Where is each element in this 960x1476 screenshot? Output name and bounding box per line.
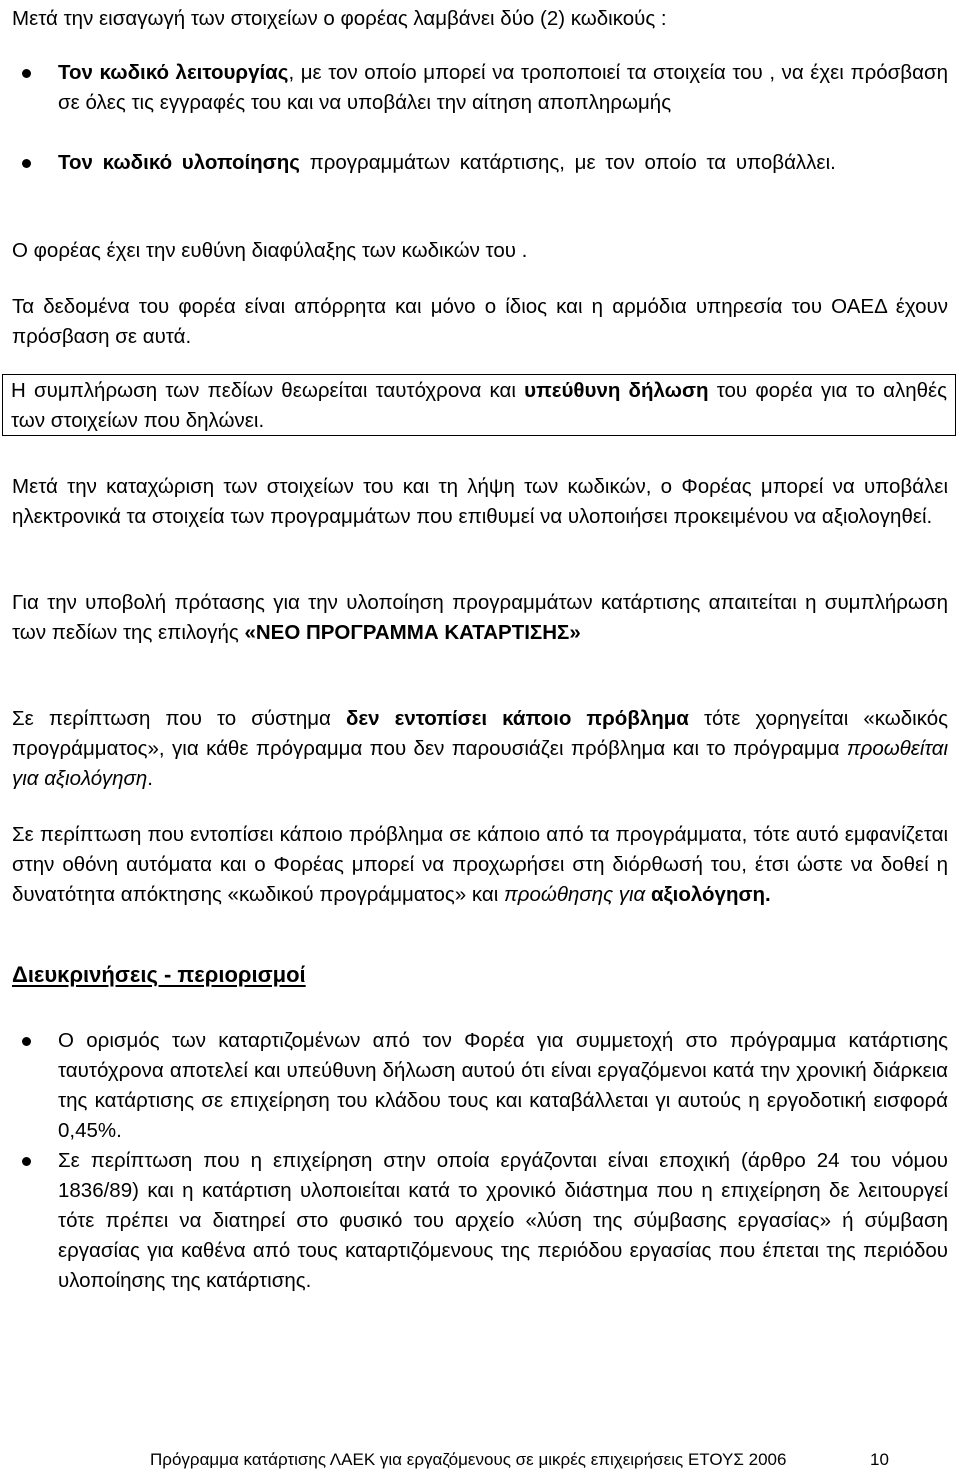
problem-paragraph: Σε περίπτωση που εντοπίσει κάποιο πρόβλημα σε κάποιο από τα προγράμματα, τότε αυτό εμφανίζεται στην οθόνη αυτόματα και ο Φορέας μπορεί να προχωρήσει στη διόρθωσή του, έτσι ώστε να δοθεί η δυνατότητα απόκτησης «κωδικού προγράμματος» και προώθησης για αξιολόγηση. [12,823,948,906]
clarifications-heading: Διευκρινήσεις - περιορισμοί [12,962,306,987]
code-list-item [12,58,948,118]
footer-text: Πρόγραμμα κατάρτισης ΛΑΕΚ για εργαζόμενους σε μικρές επιχειρήσεις ΕΤΟΥΣ 2006 [150,1450,787,1469]
code-description: , με τον οποίο μπορεί να τροποποιεί τα στοιχεία του , να έχει πρόσβαση σε όλες τις εγγραφές του και να υποβάλει την αίτηση αποπληρωμής [58,61,948,114]
submission-paragraph [12,588,948,648]
clarification-item: Ο ορισμός των καταρτιζομένων από τον Φορέα για συμμετοχή στο πρόγραμμα κατάρτισης ταυτόχρονα αποτελεί και υπεύθυνη δήλωση αυτού ότι είναι εργαζόμενοι κατά την χρονική διάρκεια της κατάρτισης σε επιχείρηση του κλάδου τους και καταβάλλεται γι αυτούς η εργοδοτική εισφορά 0,45%. [12,1026,948,1146]
declaration-box [2,374,956,436]
code-name: Τον κωδικό λειτουργίας [58,61,289,84]
declaration-text: Η συμπλήρωση των πεδίων θεωρείται ταυτόχρονα και [11,379,525,402]
declaration-text-end: του φορέα για το αληθές των στοιχείων που δηλώνει. [11,379,948,432]
after-registration-paragraph: Μετά την καταχώριση των στοιχείων του και τη λήψη των κωδικών, ο Φορέας μπορεί να υποβάλει ηλεκτρονικά τα στοιχεία των προγραμμάτων που επιθυμεί να υλοποιήσει προκειμένου να αξιολογηθεί. [12,475,948,528]
code-description: προγραμμάτων κατάρτισης, με τον οποίο τα υποβάλλει. [299,151,836,174]
page-number: 10 [870,1450,889,1469]
new-program-option: «ΝΕΟ ΠΡΟΓΡΑΜΜΑ ΚΑΤΑΡΤΙΣΗΣ» [244,621,581,644]
custody-paragraph: Ο φορέας έχει την ευθύνη διαφύλαξης των κωδικών του . [12,239,528,262]
bullet-icon [22,69,31,78]
submission-text: Για την υποβολή πρότασης για την υλοποίηση προγραμμάτων κατάρτισης απαιτείται η συμπλήρωση των πεδίων της επιλογής [12,591,948,644]
bullet-icon [22,159,31,168]
intro-paragraph: Μετά την εισαγωγή των στοιχείων ο φορέας λαμβάνει δύο (2) κωδικούς : [12,7,667,30]
no-problem-paragraph: Σε περίπτωση που το σύστημα δεν εντοπίσει κάποιο πρόβλημα τότε χορηγείται «κωδικός προγράμματος», για κάθε πρόγραμμα που δεν παρουσιάζει πρόβλημα και το πρόγραμμα προωθείται για αξιολόγηση. [12,707,949,790]
bullet-icon [22,1157,31,1166]
code-list-item [12,148,948,178]
code-name: Τον κωδικό υλοποίησης [58,151,300,174]
clarification-item: Σε περίπτωση που η επιχείρηση στην οποία εργάζονται είναι εποχική (άρθρο 24 του νόμου 1836/89) και η κατάρτιση υλοποιείται κατά το χρονικό διάστημα που η επιχείρηση δε λειτουργεί τότε πρέπει να διατηρεί στο φυσικό του αρχείο «λύση της σύμβασης εργασίας» ή σύμβαση εργασίας για καθένα από τους καταρτιζόμενους της περιόδου εργασίας που έπεται της περιόδου υλοποίησης της κατάρτισης. [12,1146,948,1296]
bullet-icon [22,1037,31,1046]
confidentiality-paragraph: Τα δεδομένα του φορέα είναι απόρρητα και μόνο ο ίδιος και η αρμόδια υπηρεσία του ΟΑΕΔ έχουν πρόσβαση σε αυτά. [12,295,948,348]
declaration-emphasis: υπεύθυνη δήλωση [524,379,709,402]
